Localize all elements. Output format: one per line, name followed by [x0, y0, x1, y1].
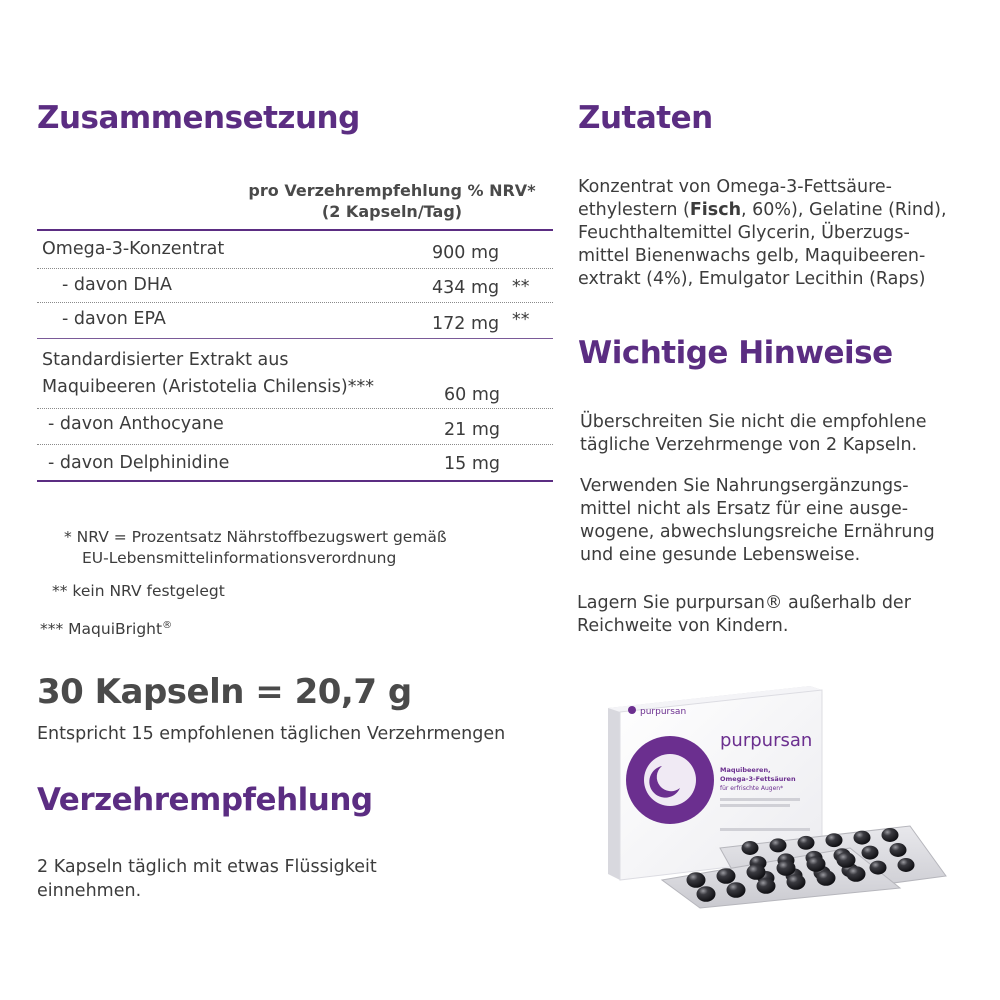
brand-small-label: purpursan: [640, 707, 687, 717]
capsule: [757, 878, 776, 894]
notes-p2-line4: und eine gesunde Lebensweise.: [580, 545, 861, 565]
table-header-line1: pro Verzehrempfehlung % NRV*: [248, 181, 536, 200]
table-header: [232, 180, 552, 222]
capsule: [747, 864, 766, 880]
composition-title: Zusammensetzung: [37, 100, 360, 136]
product-illustration: [600, 680, 960, 910]
capsule: [854, 831, 871, 845]
row-amount: 21 mg: [444, 420, 500, 440]
table-header-line2: (2 Kapseln/Tag): [321, 202, 463, 221]
table-rule-mid: [37, 338, 553, 339]
capsule-subline: Entspricht 15 empfohlenen täglichen Verzehrmengen: [37, 724, 506, 744]
row-nrv: **: [512, 310, 530, 330]
capsule: [697, 886, 716, 902]
ingredients-line4: mittel Bienenwachs gelb, Maquibeeren-: [578, 246, 926, 266]
capsule: [890, 843, 907, 857]
tagline-2: Omega-3-Fettsäuren: [720, 775, 796, 783]
ingredients-line1: Konzentrat von Omega-3-Fettsäure-: [578, 177, 892, 197]
row-name: Omega-3-Konzentrat: [42, 239, 225, 259]
footnote-no-nrv: ** kein NRV festgelegt: [52, 582, 225, 600]
footnote-nrv-line2: EU-Lebensmittelinformationsverordnung: [82, 549, 397, 567]
row-name: - davon Delphinidine: [48, 453, 230, 473]
table-rule-top: [37, 229, 553, 231]
capsule: [837, 852, 856, 868]
table-divider: [37, 268, 553, 269]
capsule: [817, 870, 836, 886]
table-divider: [37, 408, 553, 409]
row-name: - davon Anthocyane: [48, 414, 224, 434]
capsule: [777, 860, 796, 876]
notes-p1-line1: Überschreiten Sie nicht die empfohlene: [580, 412, 927, 432]
ingredients-line5: extrakt (4%), Emulgator Lecithin (Raps): [578, 269, 926, 289]
capsule: [898, 858, 915, 872]
footnote-maqui-text: *** MaquiBright: [40, 620, 163, 639]
ingredients-line3: Feuchthaltemittel Glycerin, Überzugs-: [578, 223, 910, 243]
tagline-3: für erfrischte Augen*: [720, 785, 784, 792]
row-amount: 434 mg: [432, 278, 500, 298]
capsule: [870, 861, 887, 875]
capsule: [847, 866, 866, 882]
recommendation-line2: einnehmen.: [37, 881, 142, 901]
row-name-line2: Maquibeeren (Aristotelia Chilensis)***: [42, 377, 375, 397]
ingredients-title: Zutaten: [578, 100, 713, 136]
row-name-line1: Standardisierter Extrakt aus: [42, 350, 289, 370]
capsule: [770, 838, 787, 852]
registered-mark: ®: [162, 620, 173, 631]
brand-name: purpursan: [720, 730, 813, 751]
notes-p2-line1: Verwenden Sie Nahrungsergänzungs-: [580, 476, 909, 496]
capsule: [727, 882, 746, 898]
recommendation-title: Verzehrempfehlung: [37, 782, 373, 818]
capsule: [687, 872, 706, 888]
footnote-nrv-line1: * NRV = Prozentsatz Nährstoffbezugswert gemäß: [64, 528, 447, 546]
capsule: [787, 874, 806, 890]
row-amount: 900 mg: [432, 243, 500, 263]
ingredients-line2-a: ethylestern (: [578, 200, 690, 220]
capsule: [717, 868, 736, 884]
table-divider: [37, 302, 553, 303]
footnote-maqui: [40, 615, 172, 640]
row-amount: 15 mg: [444, 454, 500, 474]
capsule: [742, 841, 759, 855]
row-amount: 172 mg: [432, 314, 500, 334]
ingredients-line2: [578, 199, 947, 222]
notes-p2-line3: wogene, abwechslungsreiche Ernährung: [580, 522, 935, 542]
notes-p3-line2: Reichweite von Kindern.: [577, 616, 789, 636]
capsule: [807, 856, 826, 872]
row-nrv: **: [512, 277, 530, 297]
table-rule-bottom: [37, 480, 553, 482]
row-name: - davon EPA: [62, 309, 166, 329]
capsule: [826, 833, 843, 847]
notes-p2-line2: mittel nicht als Ersatz für eine ausge-: [580, 499, 909, 519]
capsule: [882, 828, 899, 842]
recommendation-line1: 2 Kapseln täglich mit etwas Flüssigkeit: [37, 857, 377, 877]
ingredients-line2-b: , 60%), Gelatine (Rind),: [741, 200, 947, 220]
notes-p1-line2: tägliche Verzehrmenge von 2 Kapseln.: [580, 435, 918, 455]
row-name: - davon DHA: [62, 275, 173, 295]
tagline-1: Maquibeeren,: [720, 766, 771, 774]
table-divider: [37, 444, 553, 445]
capsule: [798, 836, 815, 850]
capsule: [862, 846, 879, 860]
product-image: [600, 680, 960, 910]
capsule-headline: 30 Kapseln = 20,7 g: [37, 672, 412, 712]
ingredients-allergen: Fisch: [689, 200, 742, 220]
notes-title: Wichtige Hinweise: [578, 335, 893, 371]
row-amount: 60 mg: [444, 385, 500, 405]
notes-p3-line1: Lagern Sie purpursan® außerhalb der: [577, 593, 911, 613]
